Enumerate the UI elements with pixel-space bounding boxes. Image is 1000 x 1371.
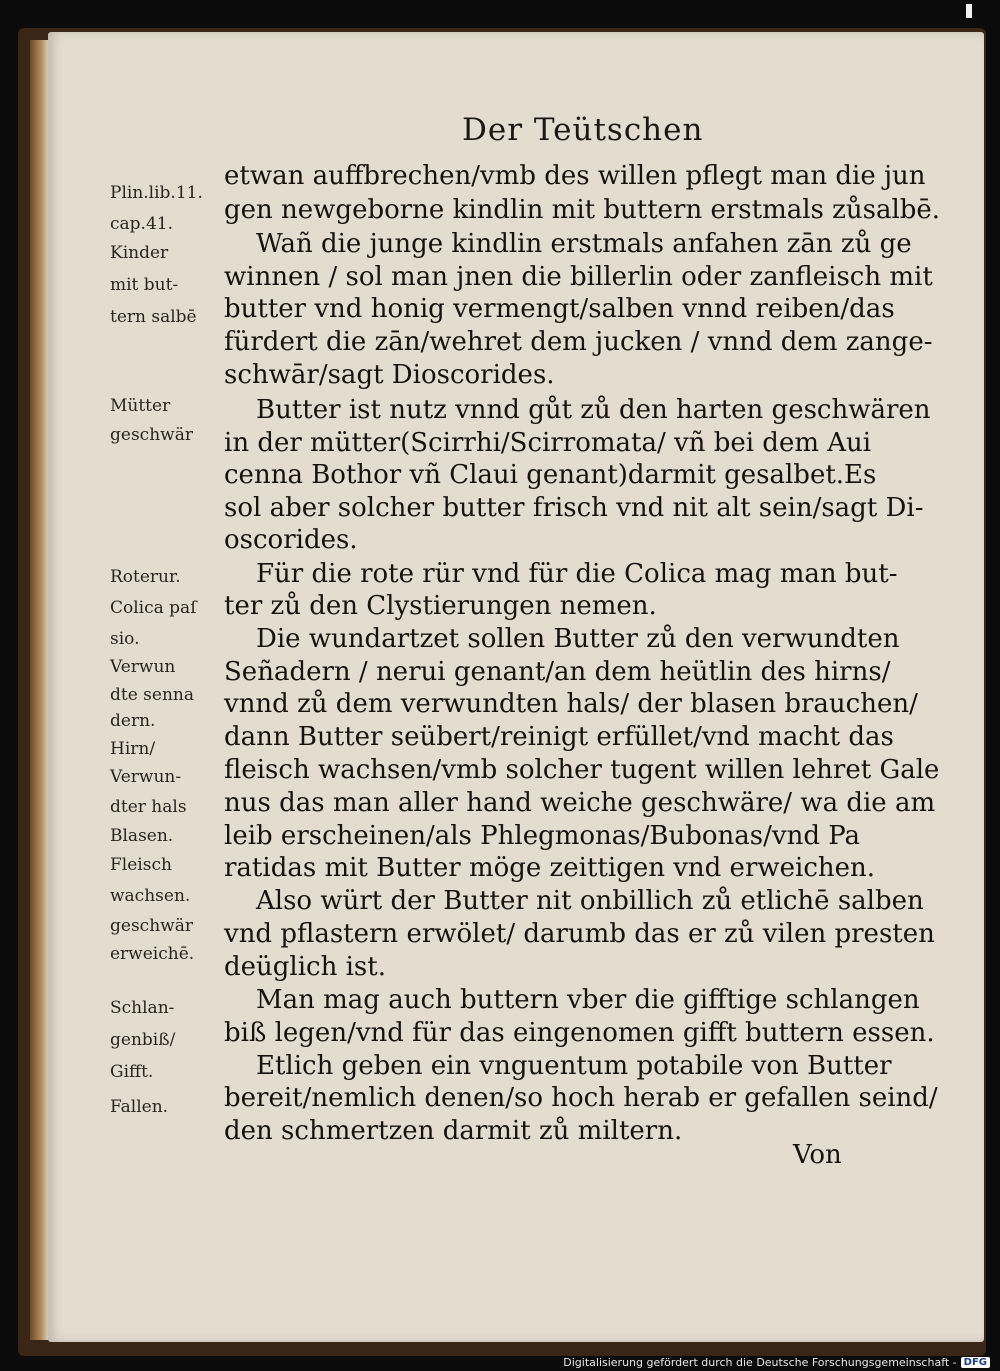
- text-line: vnnd zů dem verwundten hals/ der blasen brauchen/: [224, 689, 918, 719]
- text-line: sol aber solcher butter frisch vnd nit alt sein/sagt Di-: [224, 493, 924, 523]
- text-line: Für die rote rür vnd für die Colica mag man but-: [256, 559, 898, 589]
- text-line: Butter ist nutz vnnd gůt zů den harten geschwären: [256, 395, 931, 425]
- text-line: etwan auffbrechen/vmb des willen pflegt man die jun: [224, 161, 926, 191]
- text-line: vnd pflastern erwölet/ darumb das er zů vilen presten: [224, 919, 935, 949]
- margin-note: dern.: [110, 711, 156, 731]
- margin-note: dter hals: [110, 797, 187, 817]
- footer-text: Digitalisierung gefördert durch die Deutsche Forschungsgemeinschaft -: [563, 1356, 957, 1369]
- margin-note: cap.41.: [110, 214, 173, 234]
- margin-note: Kinder: [110, 243, 169, 263]
- margin-note: Plin.lib.11.: [110, 183, 203, 203]
- margin-note: dte senna: [110, 685, 194, 705]
- text-line: cenna Bothor vñ Claui genant)darmit gesalbet.Es: [224, 460, 877, 490]
- text-line: ter zů den Clystierungen nemen.: [224, 591, 657, 621]
- margin-note: Fallen.: [110, 1097, 169, 1117]
- text-line: butter vnd honig vermengt/salben vnnd reiben/das: [224, 294, 895, 324]
- margin-note: Verwun-: [110, 767, 182, 787]
- margin-note: geschwär: [110, 425, 193, 445]
- text-line: fürdert die zān/wehret dem jucken / vnnd dem zange-: [224, 327, 933, 357]
- text-line: den schmertzen darmit zů miltern.: [224, 1116, 683, 1146]
- margin-note: sio.: [110, 629, 140, 649]
- text-line: winnen / sol man jnen die billerlin oder zanfleisch mit: [224, 262, 933, 292]
- margin-note: Colica paſ: [110, 598, 197, 618]
- margin-note: tern salbē: [110, 307, 197, 327]
- margin-note: mit but-: [110, 275, 179, 295]
- text-line: ratidas mit Butter möge zeittigen vnd erweichen.: [224, 853, 876, 883]
- scan-marker: [966, 4, 972, 18]
- margin-note: Gifft.: [110, 1062, 154, 1082]
- margin-note: Roterur.: [110, 567, 181, 587]
- margin-note: geschwär: [110, 916, 193, 936]
- dfg-logo-icon: DFG: [961, 1357, 990, 1368]
- text-line: fleisch wachsen/vmb solcher tugent willen lehret Gale: [224, 755, 940, 785]
- margin-note: Schlan-: [110, 998, 175, 1018]
- catchword: Von: [793, 1140, 842, 1170]
- margin-note: Mütter: [110, 396, 171, 416]
- text-line: Etlich geben ein vnguentum potabile von Butter: [256, 1051, 892, 1081]
- text-line: Señadern / nerui genant/an dem heütlin des hirns/: [224, 657, 891, 687]
- text-line: bereit/nemlich denen/so hoch herab er gefallen seind/: [224, 1083, 938, 1113]
- text-line: leib erscheinen/als Phlegmonas/Bubonas/vnd Pa: [224, 821, 861, 851]
- margin-note: Blasen.: [110, 826, 174, 846]
- margin-note: Fleisch: [110, 855, 172, 875]
- page-edge: [30, 40, 48, 1340]
- footer-credit: [563, 1356, 990, 1369]
- margin-note: Hirn/: [110, 739, 156, 759]
- text-line: gen newgeborne kindlin mit buttern erstmals zůsalbē.: [224, 195, 941, 225]
- text-line: dann Butter seübert/reinigt erfüllet/vnd macht das: [224, 722, 894, 752]
- text-line: Man mag auch buttern vber die gifftige schlangen: [256, 985, 920, 1015]
- text-line: deüglich ist.: [224, 952, 386, 982]
- margin-note: wachsen.: [110, 886, 191, 906]
- text-line: schwār/sagt Dioscorides.: [224, 360, 555, 390]
- text-line: Wañ die junge kindlin erstmals anfahen zān zů ge: [256, 229, 912, 259]
- text-line: biß legen/vnd für das eingenomen gifft buttern essen.: [224, 1018, 935, 1048]
- text-line: nus das man aller hand weiche geschwäre/ wa die am: [224, 788, 936, 818]
- margin-note: Verwun: [110, 657, 176, 677]
- text-line: Also würt der Butter nit onbillich zů etlichē salben: [256, 886, 924, 916]
- margin-note: erweichē.: [110, 944, 195, 964]
- text-line: Die wundartzet sollen Butter zů den verwundten: [256, 624, 900, 654]
- text-line: in der mütter(Scirrhi/Scirromata/ vñ bei dem Aui: [224, 428, 872, 458]
- margin-note: genbiß/: [110, 1030, 176, 1050]
- running-header: Der Teütschen: [462, 112, 704, 148]
- text-line: oscorides.: [224, 525, 358, 555]
